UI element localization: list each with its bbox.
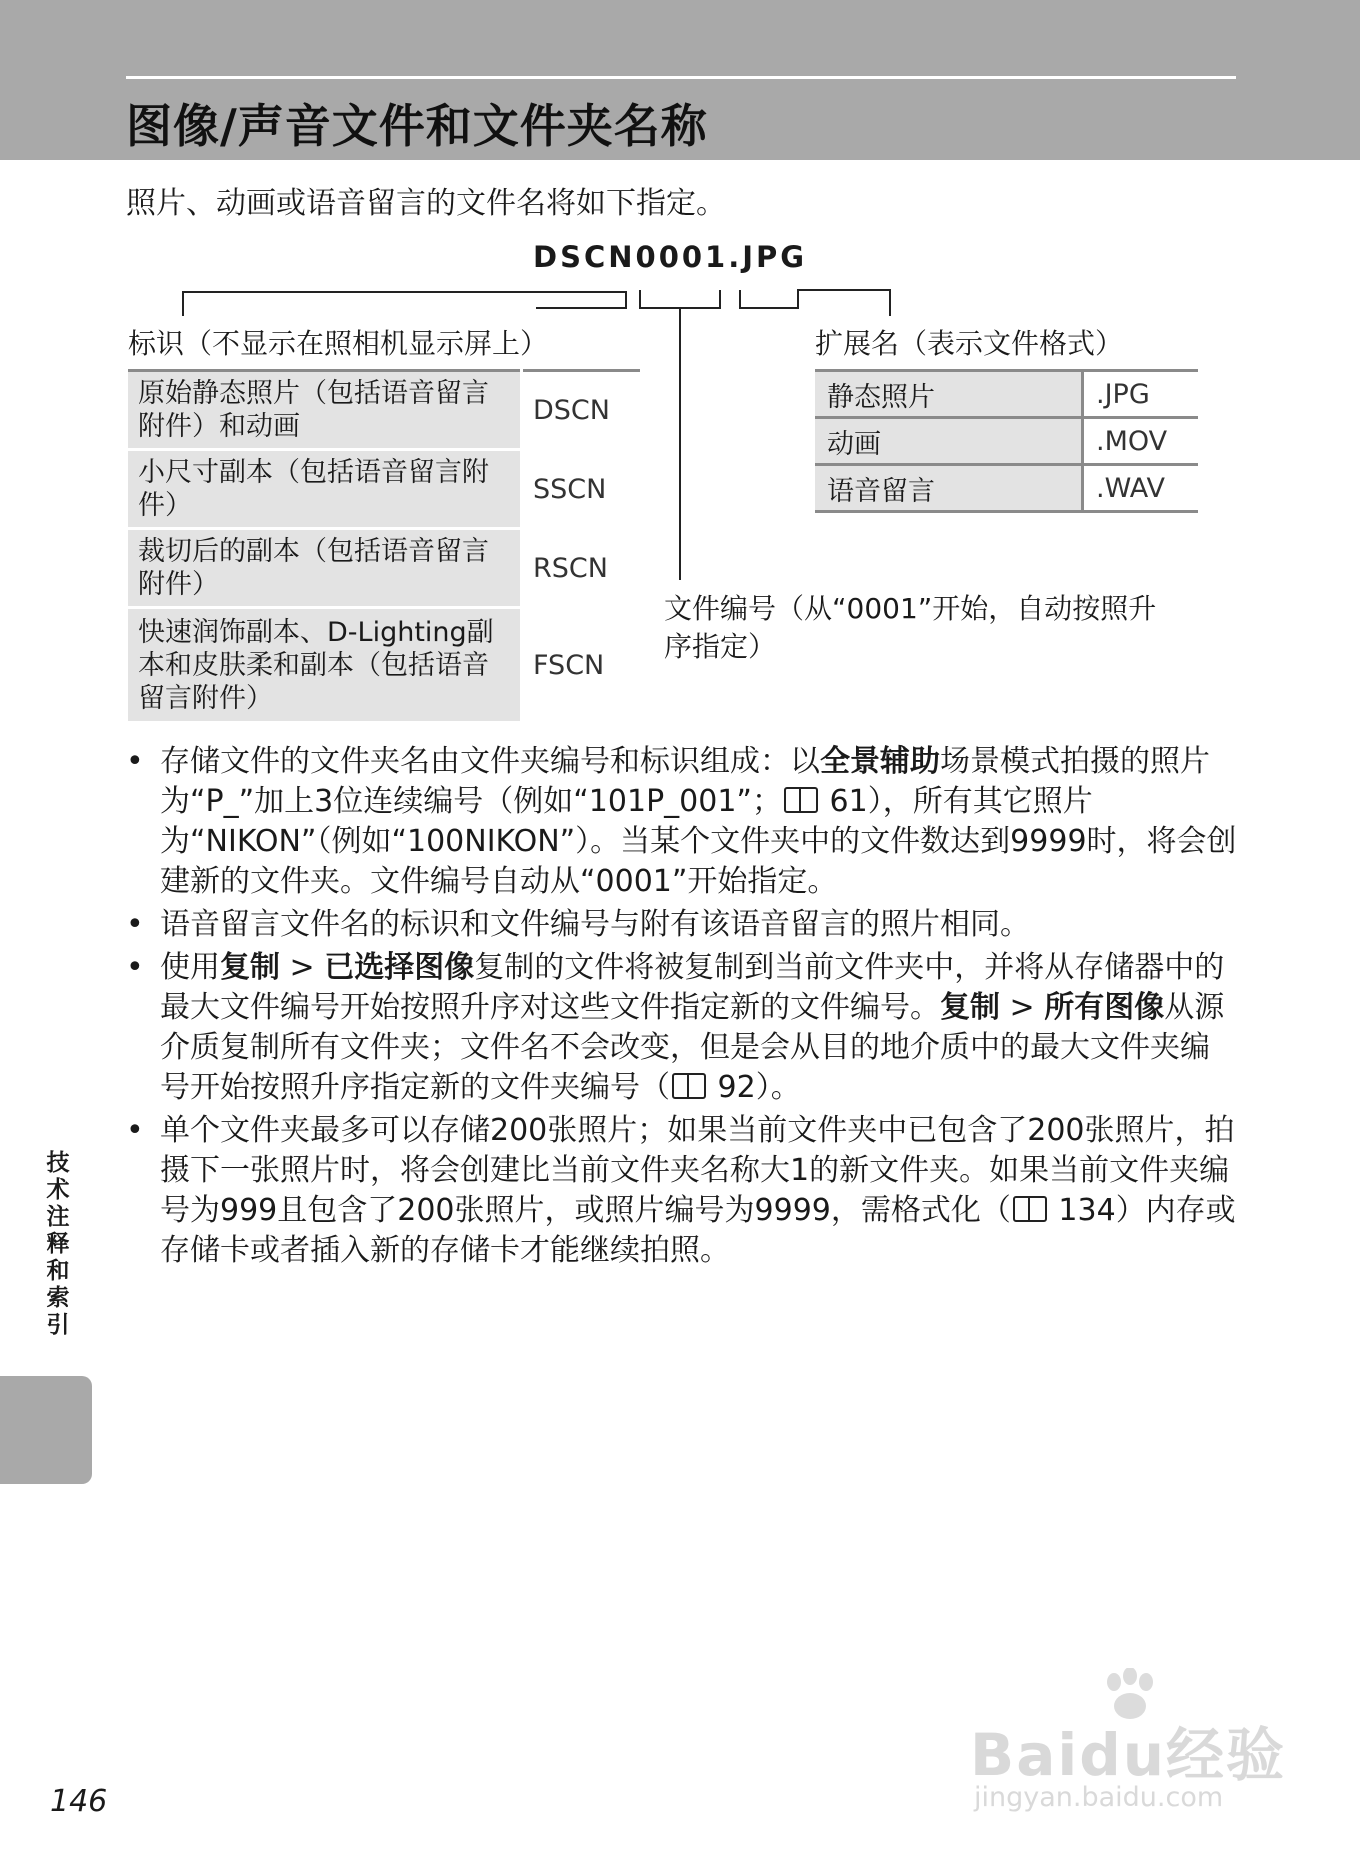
table-row [128,450,640,529]
list-item [126,905,1238,945]
page-reference[interactable]: 134 [1058,1193,1116,1228]
extension-table [815,369,1198,513]
identifier-table [128,369,640,724]
menu-term: 复制 [220,950,280,985]
table-row [128,529,640,608]
list-item [126,742,1238,902]
bullet-dot: • [126,907,144,942]
note-text: 复制的文件将被复制到当前文件夹中，并将从存储器中的最大文件编号开始按照升序对这些文件指定新的文件编号。 [160,950,1225,1025]
watermark [960,1668,1290,1818]
identifier-code: DSCN [522,371,641,450]
extension-value: .MOV [1096,425,1168,457]
menu-separator: > [1000,990,1045,1025]
menu-term: 所有图像 [1044,990,1165,1025]
watermark-url: jingyan.baidu.com [974,1782,1224,1813]
note-text: 单个文件夹最多可以存储200张照片；如果当前文件夹中已包含了200张照片，拍摄下一张照片时，将会创建比当前文件夹名称大1的新文件夹。如果当前文件夹编号为999且包含了200张照片，或照片编号为9999，需格式化（ [160,1113,1235,1228]
note-text: 从源介质复制所有文件夹；文件名不会改变，但是会从目的地介质中的最大文件夹编号开始按照升序指定新的文件夹编号（ [160,990,1225,1105]
menu-term: 已选择图像 [324,950,475,985]
extension-type: 语音留言 [815,465,1083,512]
identifier-code: RSCN [522,529,641,608]
identifier-desc: 裁切后的副本（包括语音留言附件） [128,529,522,608]
bullet-dot: • [126,744,144,779]
menu-term: 全景辅助 [820,744,940,779]
file-number-label: 文件编号（从“0001”开始，自动按照升序指定） [664,592,1157,663]
number-bracket [640,290,720,308]
section-side-label: 技术注释和索引 [46,1150,70,1338]
menu-term: 复制 [940,990,1000,1025]
identifier-label: 标识（不显示在照相机显示屏上） [128,327,549,360]
table-row [815,371,1198,418]
list-item [126,1111,1238,1271]
menu-separator: > [280,950,325,985]
example-file-name: DSCN0001.JPG [533,240,808,274]
table-row [815,418,1198,465]
table-row [815,465,1198,512]
bullet-dot: • [126,950,144,985]
identifier-code: SSCN [522,450,641,529]
note-text: 使用 [160,950,220,985]
intro-text: 照片、动画或语音留言的文件名将如下指定。 [126,186,726,221]
page-reference[interactable]: 92 [717,1070,756,1105]
identifier-bracket [183,292,626,316]
extension-label: 扩展名（表示文件格式） [815,327,1124,360]
identifier-desc: 小尺寸副本（包括语音留言附件） [128,450,522,529]
identifier-desc: 快速润饰副本、D-Lighting副本和皮肤柔和副本（包括语音留言附件） [128,608,522,723]
table-row [128,608,640,723]
notes-list [126,742,1238,1274]
extension-type: 动画 [815,418,1083,465]
table-row [128,371,640,450]
page-number: 146 [50,1784,108,1819]
page-reference[interactable]: 61 [829,784,868,819]
extension-type: 静态照片 [815,371,1083,418]
note-text: ），所有其它照片为“NIKON”（例如“100NIKON”）。当某个文件夹中的文件数达到9999时，将会创建新的文件夹。文件编号自动从“0001”开始指定。 [160,784,1237,899]
extension-bracket [740,290,890,316]
note-text: ）。 [755,1070,801,1105]
extension-value: .JPG [1096,378,1150,410]
extension-value: .WAV [1096,472,1166,504]
note-text: 语音留言文件名的标识和文件编号与附有该语音留言的照片相同。 [160,907,1030,942]
note-text: 场景模式拍摄的照片为“P_”加上3位连续编号（例如“101P_001”； [160,744,1210,819]
book-reference-icon [1013,1196,1047,1222]
book-reference-icon [672,1073,706,1099]
identifier-desc: 原始静态照片（包括语音留言附件）和动画 [128,371,522,450]
watermark-brand: Baidu经验 [970,1721,1287,1789]
list-item [126,948,1238,1108]
identifier-code: FSCN [522,608,641,723]
note-text: ）内存或存储卡或者插入新的存储卡才能继续拍照。 [160,1193,1236,1268]
page-title: 图像/声音文件和文件夹名称 [126,99,708,153]
note-text: 存储文件的文件夹名由文件夹编号和标识组成：以 [160,744,820,779]
book-reference-icon [784,787,818,813]
bullet-dot: • [126,1113,144,1148]
section-thumb-tab [0,1376,92,1484]
